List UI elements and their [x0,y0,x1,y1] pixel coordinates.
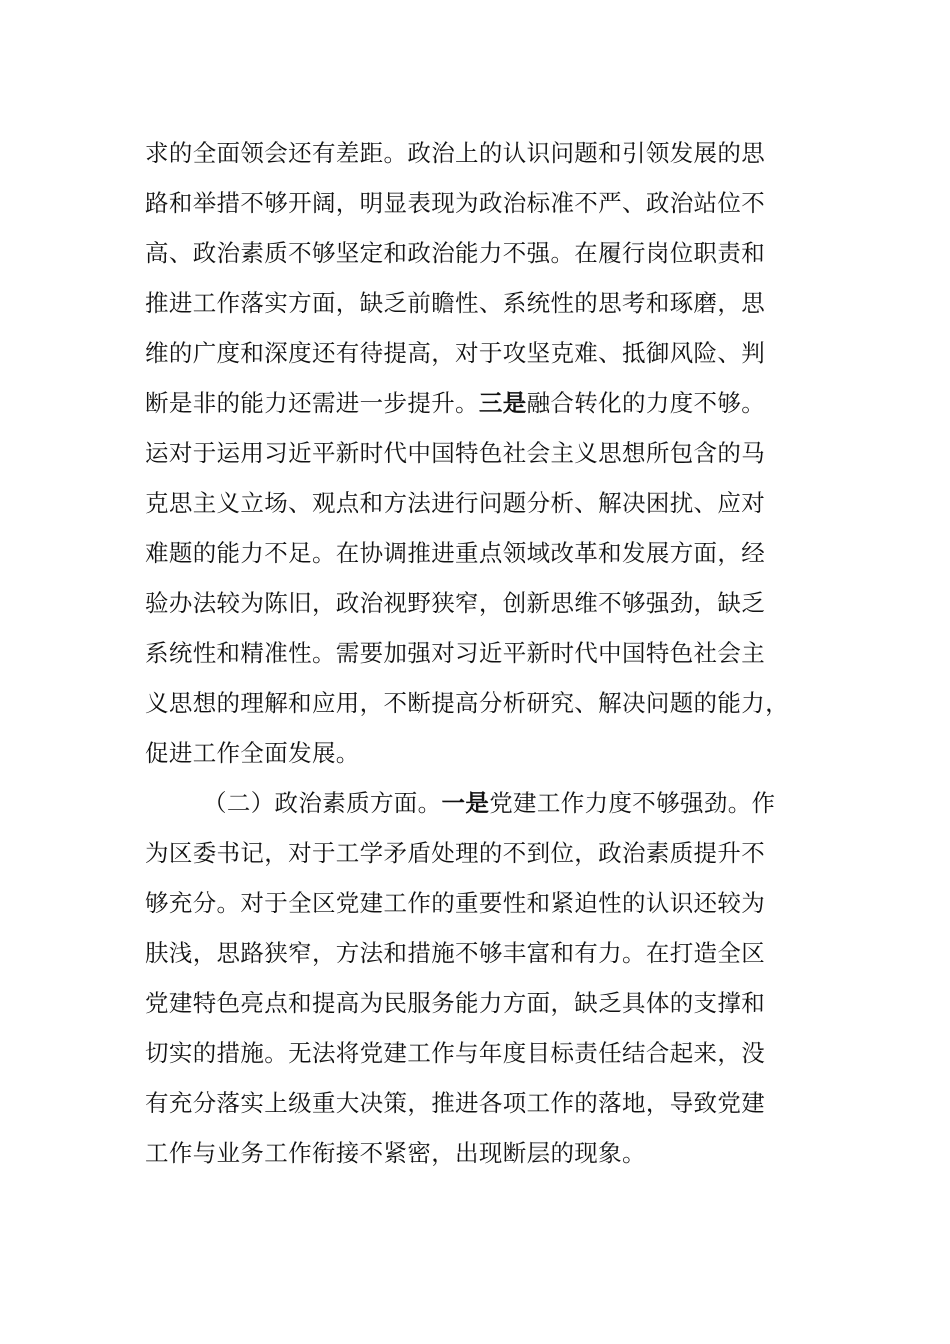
text-line: 路和举措不够开阔，明显表现为政治标准不严、政治站位不 [145,189,766,217]
body-text [145,128,805,1178]
text-line: 党建特色亮点和提高为民服务能力方面，缺乏具体的支撑和 [145,989,766,1017]
text-line: 有充分落实上级重大决策，推进各项工作的落地，导致党建 [145,1089,766,1117]
text-line: 系统性和精准性。需要加强对习近平新时代中国特色社会主 [145,639,766,667]
text-line: 工作与业务工作衔接不紧密，出现断层的现象。 [145,1139,646,1167]
text-line: 推进工作落实方面，缺乏前瞻性、系统性的思考和琢磨，思 [145,289,766,317]
text-line: 高、政治素质不够坚定和政治能力不强。在履行岗位职责和 [145,239,766,267]
text-line: 切实的措施。无法将党建工作与年度目标责任结合起来，没 [145,1039,766,1067]
text-line [145,378,805,428]
text-line: 求的全面领会还有差距。政治上的认识问题和引领发展的思 [145,139,766,167]
text-line: 克思主义立场、观点和方法进行问题分析、解决困扰、应对 [145,489,766,517]
text-line: 够充分。对于全区党建工作的重要性和紧迫性的认识还较为 [145,889,766,917]
text-segment: 断是非的能力还需进一步提升。 [145,389,479,417]
section-heading: （二）政治素质方面。 [203,789,442,817]
text-line: 维的广度和深度还有待提高，对于攻坚克难、抵御风险、判 [145,339,766,367]
text-line: 运对于运用习近平新时代中国特色社会主义思想所包含的马 [145,439,766,467]
text-line: 难题的能力不足。在协调推进重点领域改革和发展方面，经 [145,539,766,567]
bold-marker: 一是 [441,789,490,817]
text-line [145,778,805,828]
text-line: 验办法较为陈旧，政治视野狭窄，创新思维不够强劲，缺乏 [145,589,766,617]
text-line: 为区委书记，对于工学矛盾处理的不到位，政治素质提升不 [145,839,766,867]
text-line: 义思想的理解和应用，不断提高分析研究、解决问题的能力， [145,689,789,717]
bold-marker: 三是 [478,389,527,417]
text-line: 促进工作全面发展。 [145,739,360,767]
text-segment: 融合转化的力度不够。 [526,389,766,417]
text-segment: 党建工作力度不够强劲。作 [489,789,776,817]
text-line: 肤浅，思路狭窄，方法和措施不够丰富和有力。在打造全区 [145,939,766,967]
